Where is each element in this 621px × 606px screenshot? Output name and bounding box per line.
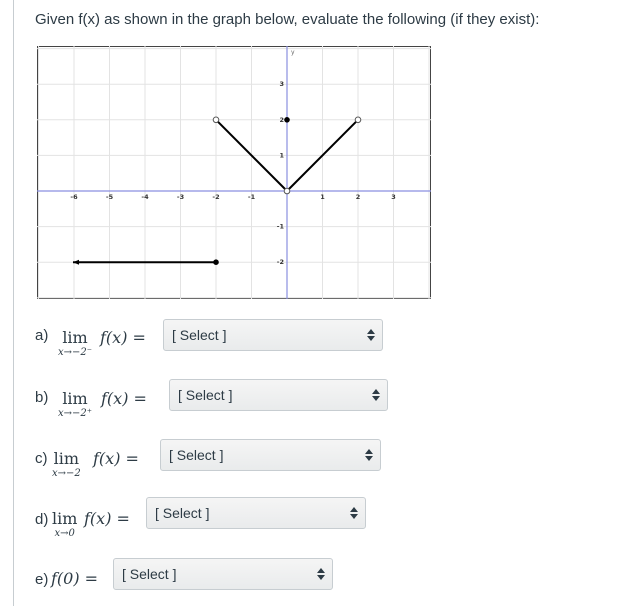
select-arrows-icon	[316, 565, 326, 583]
select-arrows-icon	[366, 326, 376, 344]
select-a[interactable]	[163, 319, 383, 351]
x-tick-label: -3	[176, 193, 185, 201]
select-arrows-icon	[371, 386, 381, 404]
function-graph	[37, 46, 431, 299]
f0-text: f(0) =	[51, 569, 99, 588]
part-e-expression	[51, 569, 98, 588]
part-c	[35, 450, 48, 467]
select-e[interactable]	[113, 558, 333, 590]
part-d-limit	[52, 509, 77, 539]
select-c[interactable]	[160, 439, 381, 471]
select-d[interactable]	[146, 497, 366, 529]
part-c-expression	[93, 449, 139, 468]
part-b-limit	[58, 389, 92, 419]
lim-word: lim	[62, 328, 88, 347]
select-e-label: [ Select ]	[122, 566, 177, 582]
part-e-letter: e)	[35, 571, 49, 588]
y-axis-label: y	[291, 49, 295, 56]
part-d-subscript: x→0	[54, 528, 75, 539]
y-tick-label: 2	[279, 115, 284, 124]
fx-text: f(x) =	[84, 509, 130, 528]
fx-text: f(x) =	[100, 328, 146, 347]
part-b	[35, 389, 48, 406]
closed-point-y2	[284, 117, 290, 123]
part-c-subscript: x→−2	[52, 468, 81, 479]
part-d-expression	[84, 509, 130, 528]
select-b-label: [ Select ]	[178, 387, 233, 403]
part-a-letter: a)	[35, 327, 49, 344]
select-arrows-icon	[349, 504, 359, 522]
x-tick-label: -5	[105, 193, 114, 201]
x-tick-label: 3	[391, 193, 396, 201]
part-c-letter: c)	[35, 450, 48, 467]
select-d-label: [ Select ]	[155, 505, 210, 521]
part-c-limit	[52, 449, 81, 479]
part-a	[35, 327, 48, 344]
y-tick-label: -2	[276, 258, 284, 267]
part-e	[35, 571, 48, 588]
part-d	[35, 511, 48, 528]
select-arrows-icon	[364, 446, 374, 464]
x-tick-label: -1	[247, 193, 256, 201]
fx-text: f(x) =	[101, 389, 147, 408]
x-tick-label: -4	[141, 193, 149, 201]
x-tick-label: 2	[355, 193, 361, 201]
part-b-expression	[101, 389, 147, 408]
lim-word: lim	[53, 449, 80, 468]
lim-word: lim	[52, 509, 78, 528]
lim-word: lim	[62, 389, 88, 408]
part-a-subscript: x→−2⁻	[58, 347, 93, 358]
question-text: Given f(x) as shown in the graph below, evaluate the following (if they exist):	[35, 11, 540, 28]
closed-point-left	[213, 259, 219, 265]
part-b-letter: b)	[35, 389, 49, 406]
y-tick-label: 3	[279, 80, 284, 89]
fx-text: f(x) =	[93, 449, 139, 468]
part-b-subscript: x→−2⁺	[58, 408, 93, 419]
open-point-right	[355, 117, 361, 123]
select-a-label: [ Select ]	[172, 327, 227, 343]
part-d-letter: d)	[35, 511, 49, 528]
part-a-expression	[100, 328, 146, 347]
left-divider	[13, 0, 14, 606]
select-b[interactable]	[169, 379, 388, 411]
open-point-origin	[284, 188, 290, 194]
open-point-left	[213, 117, 219, 123]
x-tick-label: 1	[320, 193, 325, 201]
select-c-label: [ Select ]	[169, 447, 224, 463]
x-tick-label: -2	[212, 193, 220, 201]
y-tick-label: 1	[279, 151, 284, 160]
x-tick-label: -6	[70, 193, 78, 201]
part-a-limit	[58, 328, 92, 358]
y-tick-label: -1	[276, 222, 284, 231]
